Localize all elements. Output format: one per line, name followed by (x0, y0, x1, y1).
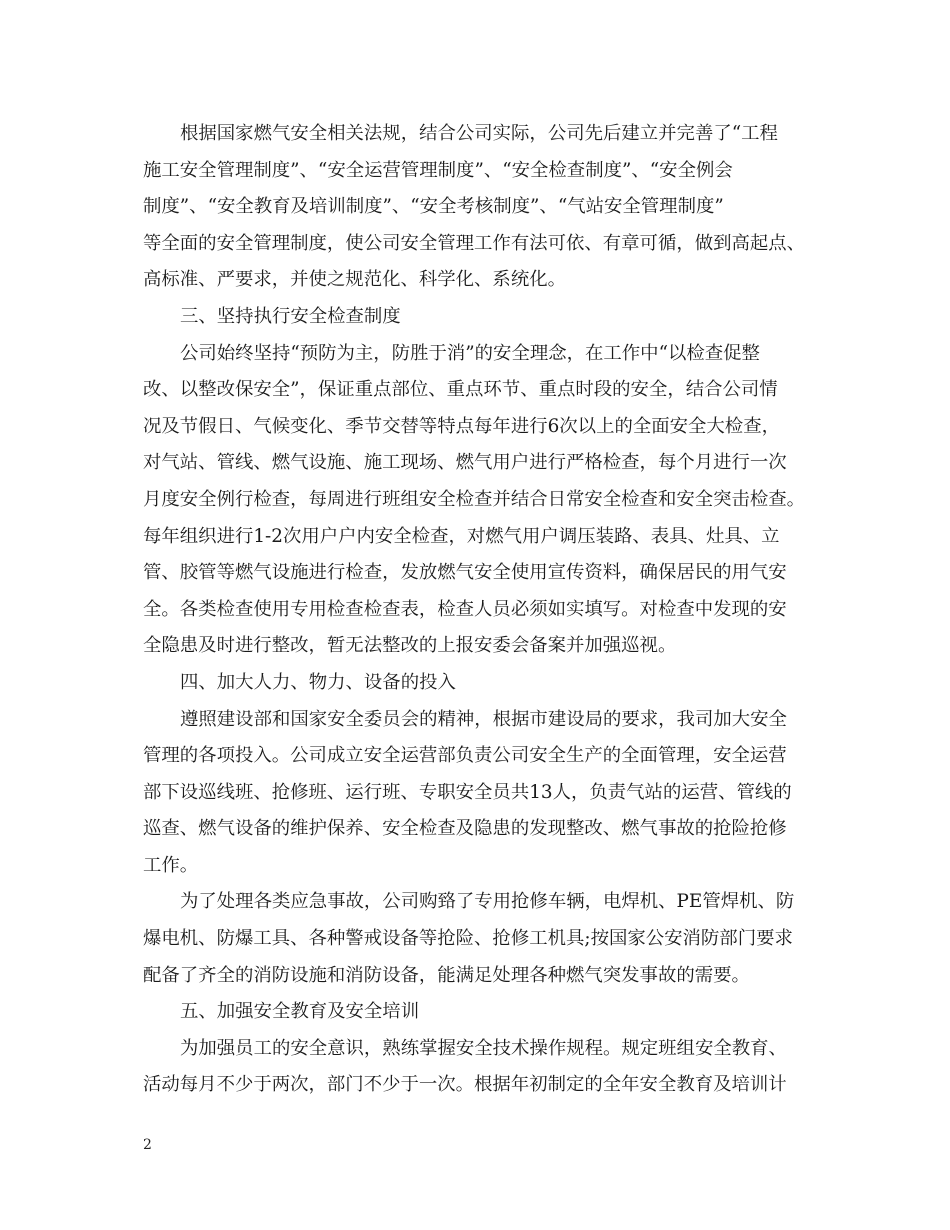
paragraph-line: 等全面的安全管理制度，使公司安全管理工作有法可依、有章可循，做到高起点、 (143, 232, 806, 254)
paragraph-line: 管理的各项投入。公司成立安全运营部负责公司安全生产的全面管理，安全运营 (143, 745, 787, 767)
paragraph-line: 根据国家燃气安全相关法规，结合公司实际，公司先后建立并完善了“工程 (180, 123, 778, 144)
paragraph-line: 爆电机、防爆工具、各种警戒设备等抢险、抢修工机具;按国家公安消防部门要求 (143, 928, 793, 950)
section-heading: 五、加强安全教育及安全培训 (180, 1001, 420, 1023)
paragraph-line: 工作。 (143, 854, 199, 876)
document-body (143, 116, 807, 1104)
paragraph-line: 施工安全管理制度”、“安全运营管理制度”、“安全检查制度”、“安全例会 (143, 159, 733, 181)
paragraph-line: 巡查、燃气设备的维护保养、安全检查及隐患的发现整改、燃气事故的抢险抢修 (143, 818, 787, 840)
paragraph-line: 月度安全例行检查，每周进行班组安全检查并结合日常安全检查和安全突击检查。 (143, 488, 806, 510)
paragraph-line: 全隐患及时进行整改，暂无法整改的上报安委会备案并加强巡视。 (143, 635, 677, 657)
paragraph-line: 为了处理各类应急事故，公司购臵了专用抢修车辆，电焊机、PE管焊机、防 (180, 891, 795, 913)
paragraph-line: 全。各类检查使用专用检查检查表，检查人员必须如实填写。对检查中发现的安 (143, 598, 787, 620)
page-number: 2 (143, 1137, 152, 1153)
paragraph-line: 对气站、管线、燃气设施、施工现场、燃气用户进行严格检查，每个月进行一次 (143, 452, 787, 474)
paragraph-line: 公司始终坚持“预防为主，防胜于消”的安全理念，在工作中“以检查促整 (180, 342, 760, 364)
paragraph-line: 高标准、严要求，并使之规范化、科学化、系统化。 (143, 269, 566, 291)
paragraph-line: 遵照建设部和国家安全委员会的精神，根据市建设局的要求，我司加大安全 (180, 708, 787, 730)
paragraph-line: 每年组织进行1-2次用户户内安全检查，对燃气用户调压装路、表具、灶具、立 (143, 525, 780, 547)
paragraph-line: 为加强员工的安全意识，熟练掌握安全技术操作规程。规定班组安全教育、 (180, 1037, 787, 1059)
paragraph-line: 配备了齐全的消防设施和消防设备，能满足处理各种燃气突发事故的需要。 (143, 964, 750, 986)
section-heading: 四、加大人力、物力、设备的投入 (180, 671, 456, 693)
paragraph-line: 况及节假日、气候变化、季节交替等特点每年进行6次以上的全面安全大检查， (143, 415, 780, 437)
paragraph-line: 部下设巡线班、抢修班、运行班、专职安全员共13人，负责气站的运营、管线的 (143, 781, 792, 803)
paragraph-line: 活动每月不少于两次，部门不少于一次。根据年初制定的全年安全教育及培训计 (143, 1074, 787, 1096)
paragraph-line: 管、胶管等燃气设施进行检查，发放燃气安全使用宣传资料，确保居民的用气安 (143, 562, 787, 584)
section-heading: 三、坚持执行安全检查制度 (180, 305, 401, 327)
paragraph-line: 改、以整改保安全”，保证重点部位、重点环节、重点时段的安全，结合公司情 (143, 379, 778, 401)
paragraph-line: 制度”、“安全教育及培训制度”、“安全考核制度”、“气站安全管理制度” (143, 196, 724, 218)
